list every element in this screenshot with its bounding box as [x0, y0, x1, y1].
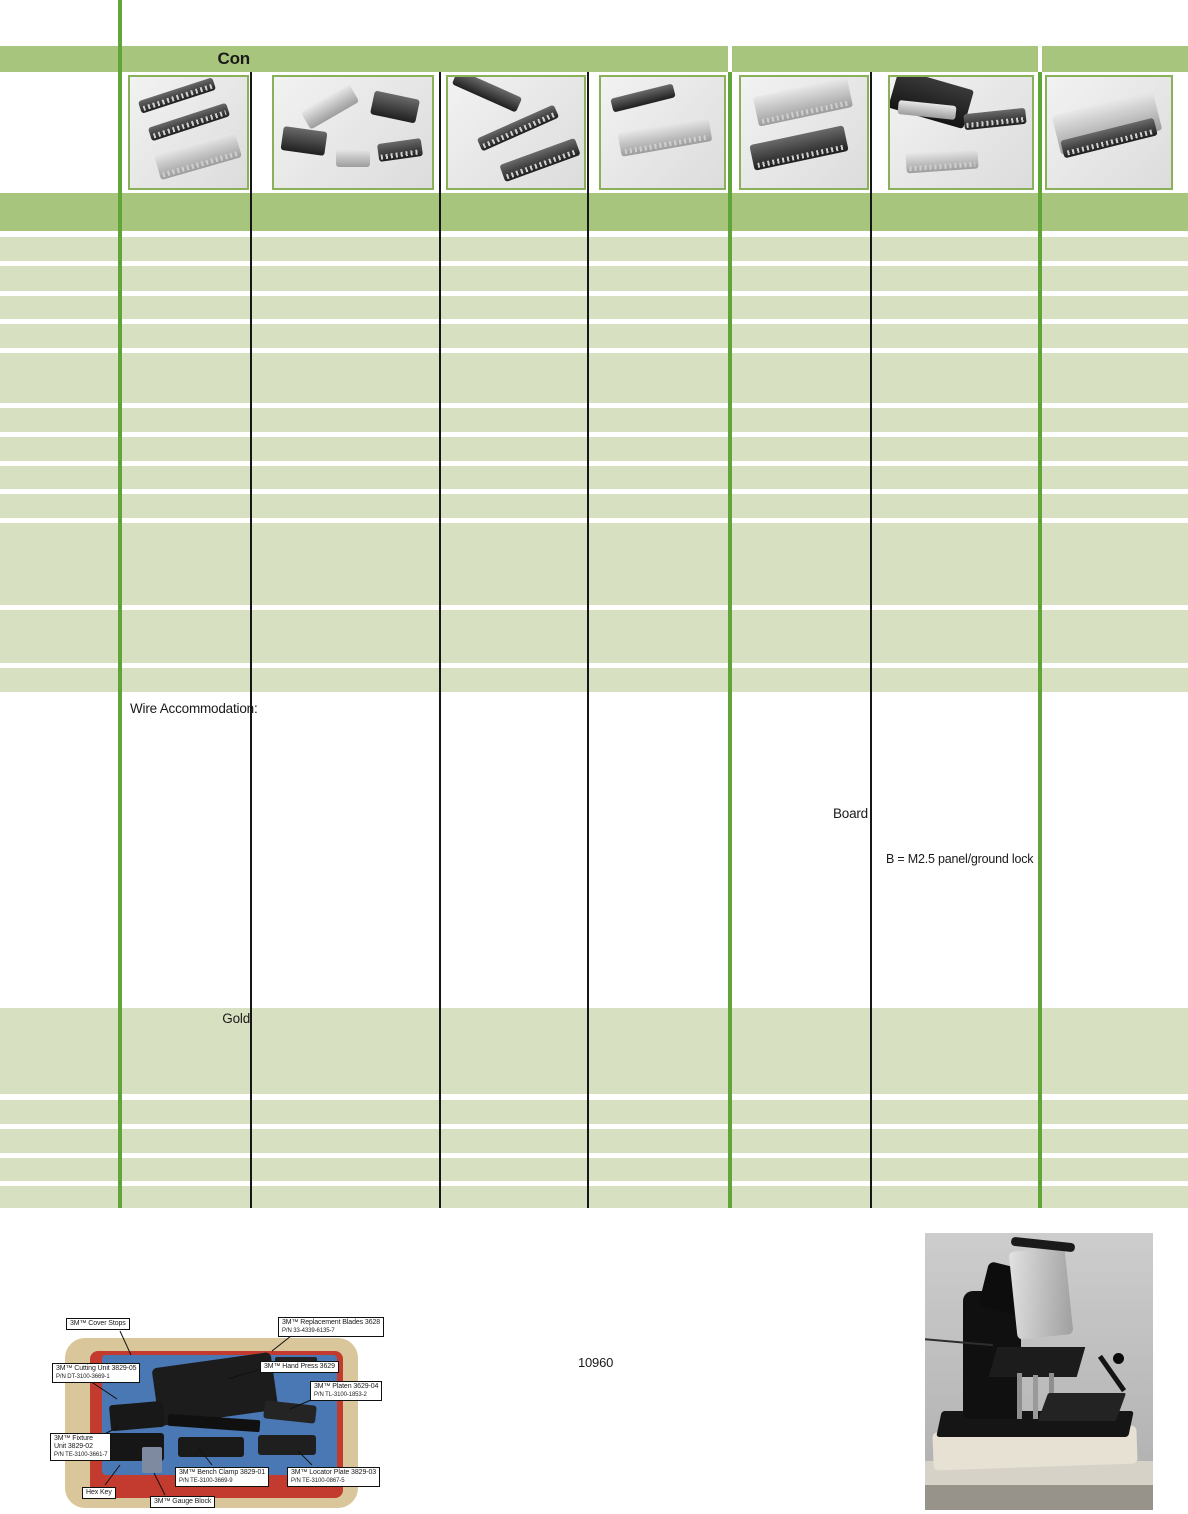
connector-photo-7 [1045, 75, 1173, 190]
toolkit-label: 3M™ Hand Press 3629 [260, 1361, 339, 1373]
connector-photo-2 [272, 75, 434, 190]
wire-accommodation-label: Wire Accommodation: [130, 701, 258, 716]
column-divider-green [728, 72, 732, 1208]
table-row [0, 668, 1188, 692]
table-edge [925, 1485, 1153, 1510]
table-row [0, 610, 1188, 663]
toolkit-label: 3M™ Bench Clamp 3829-01 P/N TE-3100-3669-9 [175, 1467, 269, 1487]
toolkit-label: 3M™ Platen 3629-04 P/N TL-3100-1853-2 [310, 1381, 382, 1401]
machine-fixture [1038, 1393, 1126, 1421]
board-label: Board [832, 806, 868, 821]
table-row [0, 353, 1188, 403]
toolkit-label: 3M™ Replacement Blades 3628 P/N 33-4339-6135-7 [278, 1317, 384, 1337]
table-row [0, 296, 1188, 319]
table-row [0, 237, 1188, 261]
connector-photo-3 [446, 75, 586, 190]
header-band [0, 46, 728, 72]
table-row [0, 324, 1188, 348]
connector-photo-4 [599, 75, 726, 190]
machine-head [1009, 1246, 1074, 1339]
toolkit-label: 3M™ Locator Plate 3829-03 P/N TE-3100-0867-5 [287, 1467, 380, 1487]
toolkit-label: 3M™ Gauge Block [150, 1496, 215, 1508]
table-row [0, 266, 1188, 291]
column-divider-green [1038, 72, 1042, 1208]
connector-photo-1 [128, 75, 249, 190]
page-title-fragment: Con [217, 49, 250, 68]
table-row [0, 437, 1188, 461]
toolkit-label: Hex Key [82, 1487, 116, 1499]
header-band [1042, 46, 1188, 72]
table-row [0, 1100, 1188, 1124]
header-band [732, 46, 1038, 72]
table-row [0, 1129, 1188, 1153]
table-row [0, 466, 1188, 489]
table-row-gold-block [0, 1008, 1188, 1094]
table-row [0, 1158, 1188, 1181]
connector-photo-6 [888, 75, 1034, 190]
toolkit-label: 3M™ Fixture Unit 3829-02 P/N TE-3100-3661-7 [50, 1433, 111, 1461]
machine-stage [989, 1347, 1086, 1377]
gold-label: Gold [222, 1011, 250, 1026]
table-row [0, 408, 1188, 432]
column-divider-green [118, 0, 122, 1208]
toolkit-photo [50, 1315, 390, 1514]
machine-lever-knob [1113, 1353, 1124, 1364]
page-number: 10960 [578, 1355, 614, 1370]
column-divider-black [870, 72, 872, 1208]
column-divider-black [587, 72, 589, 1208]
column-divider-black [250, 72, 252, 1208]
table-row [0, 523, 1188, 605]
connector-photo-5 [739, 75, 869, 190]
machine-rod [1033, 1375, 1038, 1419]
toolkit-label: 3M™ Cutting Unit 3829-05 P/N DT-3100-3669-1 [52, 1363, 140, 1383]
press-machine-photo [925, 1233, 1153, 1510]
table-row [0, 494, 1188, 518]
toolkit-label: 3M™ Cover Stops [66, 1318, 130, 1330]
machine-rod [1017, 1373, 1022, 1419]
panel-ground-note: B = M2.5 panel/ground lock [886, 852, 1034, 866]
column-divider-black [439, 72, 441, 1208]
table-header-row [0, 193, 1188, 231]
table-row [0, 1186, 1188, 1208]
